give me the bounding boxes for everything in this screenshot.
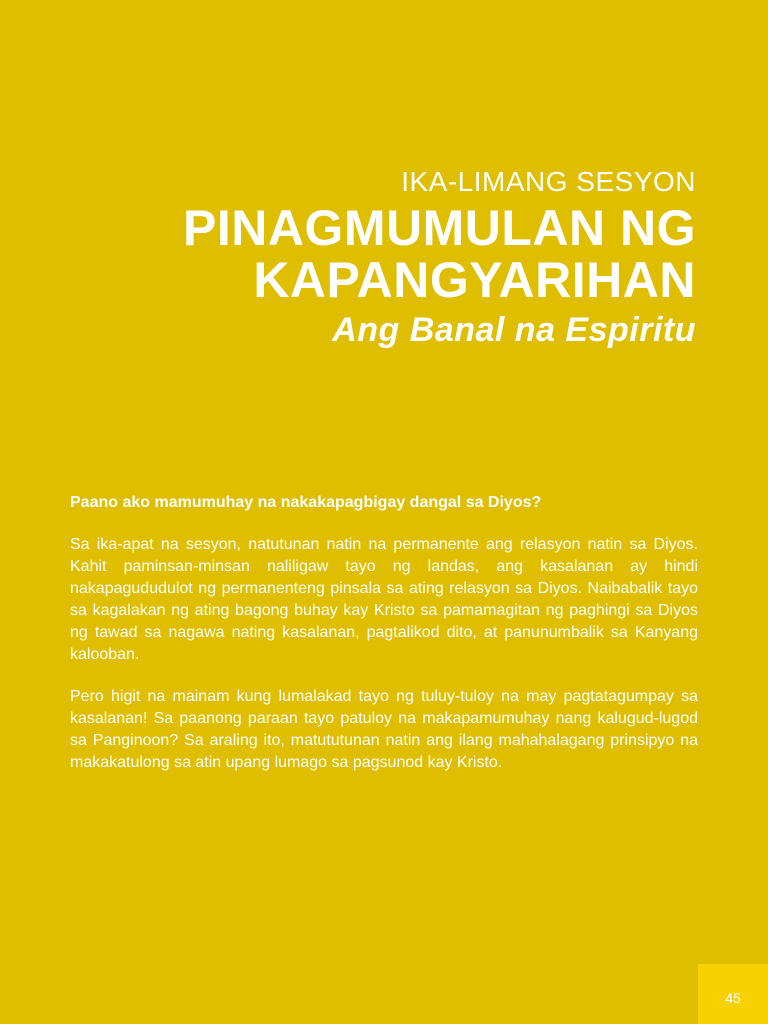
title-line-2: KAPANGYARIHAN <box>253 252 696 308</box>
paragraph-1: Sa ika-apat na sesyon, natutunan natin na permanente ang relasyon natin sa Diyos. Kahit paminsan-minsan naliligaw tayo ng landas, ang kasalanan ay hindi nakapagududulot ng permanenteng pinsala sa ating relasyon sa Diyos. Naibabalik tayo sa kagalakan ng ating bagong buhay kay Kristo sa pamamagitan ng paghingi sa Diyos ng tawad sa nagawa nating kasalanan, pagtalikod dito, at panunumbalik sa Kanyang kalooban. <box>70 536 698 663</box>
body-text <box>70 492 698 794</box>
lead-question: Paano ako mamumuhay na nakakapagbigay dangal sa Diyos? <box>70 494 542 511</box>
session-label: IKA-LIMANG SESYON <box>401 166 696 197</box>
page-title <box>56 202 696 306</box>
page-subtitle: Ang Banal na Espiritu <box>332 311 696 349</box>
page-number: 45 <box>725 990 741 1006</box>
page-number-tab <box>698 964 768 1024</box>
title-line-1: PINAGMUMULAN NG <box>182 200 696 256</box>
title-block <box>56 166 696 350</box>
paragraph-2: Pero higit na mainam kung lumalakad tayo ng tuluy-tuloy na may pagtatagumpay sa kasalanan! Sa paanong paraan tayo patuloy na makapamumuhay nang kalugud-lugod sa Panginoon? Sa araling ito, matututunan natin ang ilang mahahalagang prinsipyo na makakatulong sa atin upang lumago sa pagsunod kay Kristo. <box>70 688 698 771</box>
